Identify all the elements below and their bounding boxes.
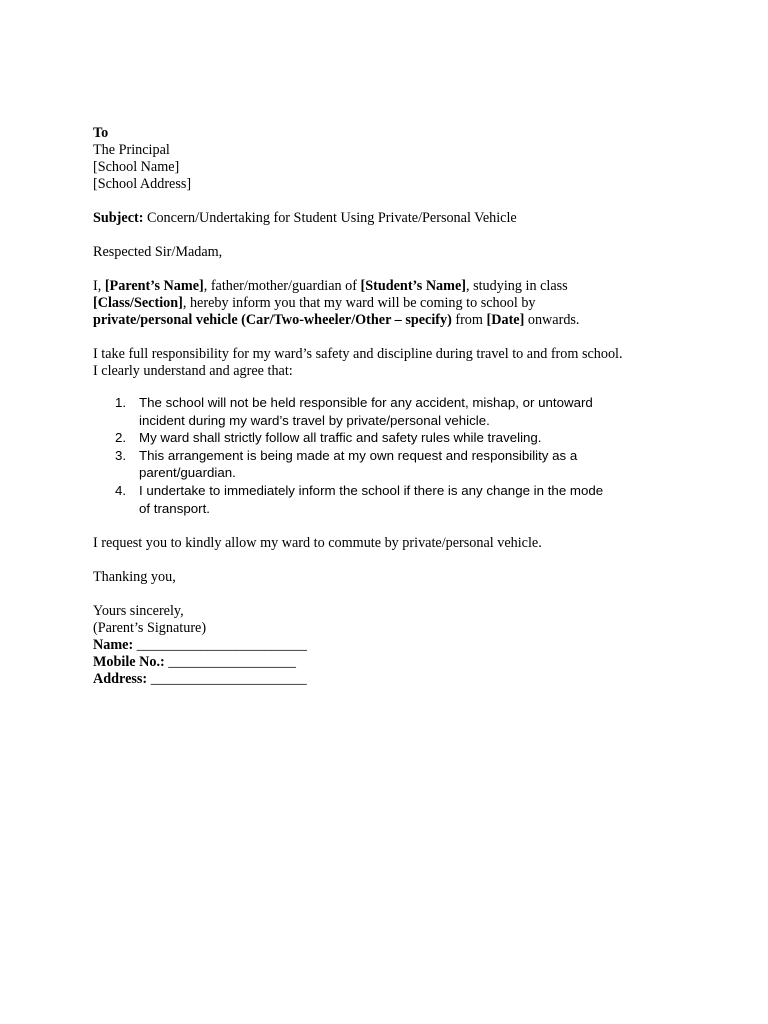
list-number: 3. [115,447,127,463]
intro-text: , father/mother/guardian of [203,278,361,294]
subject-label: Subject: [93,210,144,226]
list-text: My ward shall strictly follow all traffic and safety rules while traveling. [139,430,542,446]
responsibility-line-2: I clearly understand and agree that: [93,363,293,379]
list-text: incident during my ward’s travel by private/personal vehicle. [139,412,490,428]
mobile-blank: __________________ [164,654,296,671]
thanks-line: Thanking you, [93,569,176,586]
conditions-list [93,394,693,517]
name-blank: ________________________ [133,637,307,654]
list-item [93,394,693,429]
address-field [93,671,693,688]
intro-line-1 [93,278,693,295]
address-label: Address: [93,671,148,688]
list-item [93,482,693,517]
intro-text: , hereby inform you that my ward will be coming to school by [182,295,536,311]
name-field [93,637,693,654]
list-text: This arrangement is being made at my own request and responsibility as a [139,447,578,463]
to-label: To [93,125,109,141]
intro-text: onwards. [524,312,580,328]
student-name-placeholder: [Student’s Name] [360,278,466,294]
list-item [93,447,693,482]
recipient-title: The Principal [93,142,170,158]
mobile-field [93,654,693,671]
mobile-label: Mobile No.: [93,654,165,671]
subject-text: Concern/Undertaking for Student Using Private/Personal Vehicle [143,210,517,226]
intro-text: , studying in class [466,278,568,294]
address-blank: ______________________ [147,671,307,688]
signature-line: (Parent’s Signature) [93,620,207,637]
responsibility-line-1: I take full responsibility for my ward’s safety and discipline during travel to and from school. [93,346,623,362]
name-label: Name: [93,637,134,654]
request-line: I request you to kindly allow my ward to commute by private/personal vehicle. [93,535,542,552]
list-text: parent/guardian. [139,465,236,481]
list-text: I undertake to immediately inform the school if there is any change in the mode [139,482,604,498]
letter [93,125,693,688]
list-item [93,429,693,447]
list-text: of transport. [139,500,210,516]
vehicle-placeholder: private/personal vehicle (Car/Two-wheeler/Other – specify) [93,312,452,328]
subject-line [93,210,693,227]
list-text: The school will not be held responsible for any accident, mishap, or untoward [139,395,593,410]
list-number: 2. [115,430,127,446]
intro-text: I, [93,278,105,294]
closing-sincerely: Yours sincerely, [93,603,184,620]
list-number: 1. [115,395,127,410]
recipient-school-address: [School Address] [93,176,192,192]
intro-line-3 [93,312,693,329]
parent-name-placeholder: [Parent’s Name] [104,278,204,294]
to-line [93,125,693,142]
recipient-school-name: [School Name] [93,159,180,175]
list-number: 4. [115,482,127,498]
date-placeholder: [Date] [486,312,525,328]
intro-line-2 [93,295,693,312]
intro-text: from [451,312,487,328]
salutation: Respected Sir/Madam, [93,244,223,260]
class-section-placeholder: [Class/Section] [93,295,183,311]
